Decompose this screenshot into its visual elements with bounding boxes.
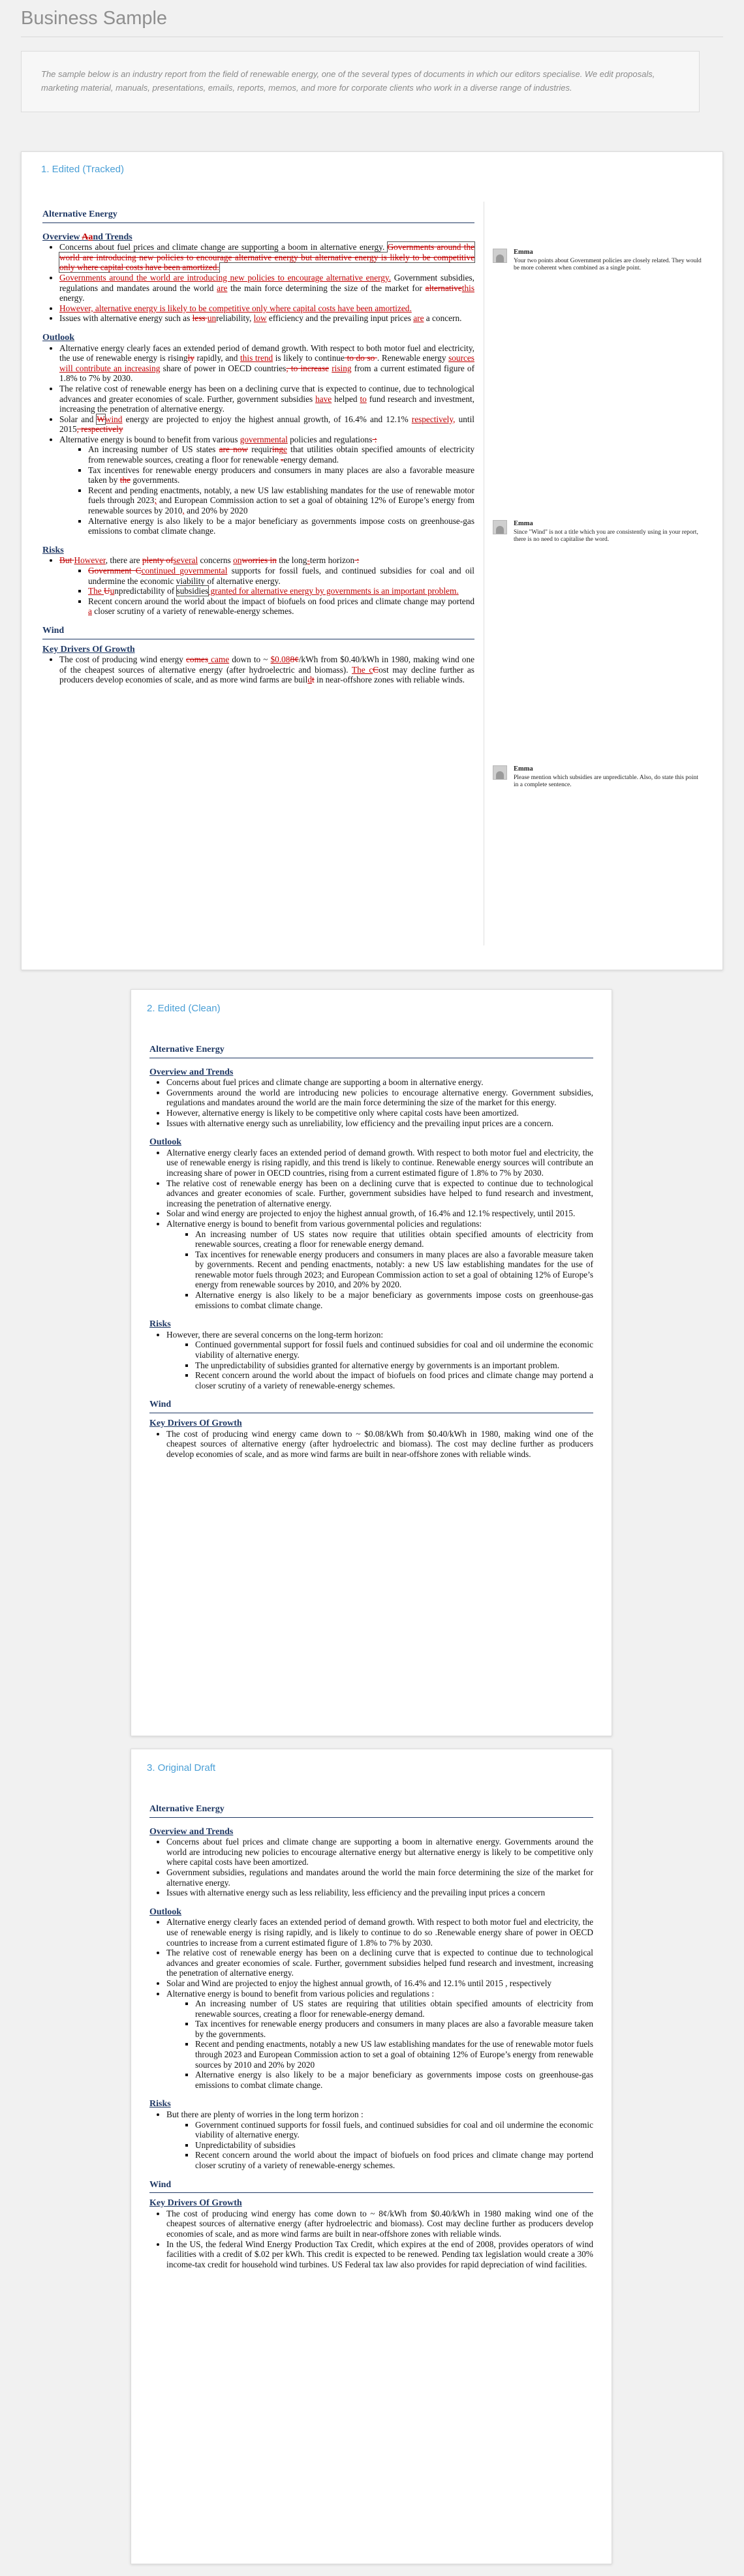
overview-list [149, 1837, 593, 1898]
list-item: ▪ Alternative energy is also likely to be a major beneficiary as governments impose costs on greenhouse-gas emissions to combat climate change. [195, 1290, 593, 1310]
insertion: The [88, 586, 104, 596]
item-text: reliability, [216, 313, 254, 324]
list-item [59, 414, 474, 435]
comment-text: Please mention which subsidies are unpredictable. Also, do state this point in a complete sentence. [514, 774, 698, 788]
heading-drivers: Key Drivers Of Growth [149, 2198, 242, 2209]
list-item [166, 1989, 593, 2091]
doc-title: Alternative Energy [42, 209, 117, 219]
doc-title: Alternative Energy [149, 1045, 225, 1054]
insertion: are [217, 283, 228, 293]
insertion: a [88, 232, 93, 242]
item-text: in near-offshore zones with reliable winds. [314, 675, 465, 685]
item-text: Alternative energy is also likely to be a major beneficiary as governments impose costs on greenhouse-gas emissions to combat climate change. [88, 515, 474, 536]
list-item [166, 1219, 593, 1310]
list-item: ▪ Tax incentives for renewable energy producers and consumers in many places are also a favorable measure taken by the governments. [195, 2019, 593, 2039]
insertion: . [456, 586, 459, 596]
intro-box [21, 51, 700, 112]
deletion: the [119, 475, 131, 485]
deletion: worries in [241, 555, 277, 566]
heading-overview: Overview and Trends [149, 1826, 234, 1837]
tracked-panel-title: 1. Edited (Tracked) [41, 164, 124, 175]
deletion: A [82, 232, 89, 242]
list-item: ▪ Unpredictability of subsidies [195, 2140, 593, 2151]
insertion: have [315, 393, 332, 404]
list-item [88, 596, 474, 617]
item-text: An increasing number of US states [88, 444, 219, 455]
list-item: • In the US, the federal Wind Energy Production Tax Credit, which expires at the end of 2008, provides operators of wind facilities with a credit of $.02 per kWh. This credit is expected to be renewed. Pending tax legislation would create a 30% income-tax credit for household wind turbines. US Federal tax law also provides for rapid depreciation of wind facilities. [166, 2239, 593, 2270]
deletion: But [59, 555, 74, 566]
deletion: C [373, 664, 379, 675]
outlook-sublist [59, 444, 474, 536]
item-text: But there are plenty of worries in the long term horizon : [166, 2109, 364, 2120]
item-text: is likely to continue [273, 353, 345, 363]
heading-wind: Wind [149, 1400, 172, 1410]
tracked-panel [21, 151, 723, 970]
list-item [88, 465, 474, 485]
item-text: /kWh from $0.40/kWh in 1980, making wind one of the cheapest sources of alternative energy (after hydroelectric and biomass). [59, 654, 475, 675]
original-panel-title: 3. Original Draft [147, 1762, 216, 1773]
deletion: alternative [425, 283, 462, 293]
heading-outlook: Outlook [149, 1907, 182, 1917]
doc-title-rule [149, 1817, 593, 1818]
list-item: • The relative cost of renewable energy has been on a declining curve that is expected to continue due to technological advances and greater economies of scale. Further, government subsidies helped fund research and investment, increasing the penetration of alternative energy. [166, 1948, 593, 1978]
user-avatar-icon [493, 765, 507, 780]
original-panel [131, 1749, 612, 2564]
item-text: from a current estimated figure of 1.8% to 7% by 2030. [59, 363, 475, 384]
intro-text: The sample below is an industry report from the field of renewable energy, one of the several types of documents in which our editors specialise. We edit proposals, marketing material, manuals, presentations, emails, reports, memos, and more for corporate clients who work in a diverse range of industries. [41, 69, 655, 93]
item-text: However, there are several concerns on the long-term horizon: [166, 1329, 384, 1340]
list-item: • The relative cost of renewable energy has been on a declining curve that is expected to continue due to technological advances and greater economies of scale. Further, government subsidies have helped to fund research and investment, increasing the penetration of alternative energy. [166, 1178, 593, 1209]
deletion: W [97, 414, 105, 424]
item-text: Solar and [59, 414, 97, 424]
list-item [166, 2109, 593, 2171]
comment-text: Since "Wind" is not a title which you are consistently using in your report, there is no need to capitalise the word. [514, 529, 698, 543]
list-item [88, 586, 474, 596]
list-item: • Issues with alternative energy such as less reliability, less efficiency and the prevailing input prices a concern [166, 1888, 593, 1898]
outlook-list [149, 1917, 593, 2090]
deletion: : [354, 555, 360, 566]
item-text: , there are [105, 555, 142, 566]
item-text: until 2015 [59, 414, 474, 435]
insertion: - [307, 555, 310, 566]
heading-wind: Wind [42, 625, 65, 636]
list-item [59, 273, 474, 303]
item-text: The cost of producing wind energy [59, 654, 187, 665]
item-text: Tax incentives for renewable energy producers and consumers in many places are also a favorable measure taken by [88, 465, 474, 485]
tracked-document [42, 209, 474, 685]
user-avatar-icon [493, 520, 507, 534]
commented-text: subsidies [176, 586, 209, 596]
insertion: The c [351, 664, 373, 675]
list-item: ▪ An increasing number of US states are requiring that utilities obtain specified amounts of electricity from renewable sources, creating a floor for renewable-energy demand. [195, 1999, 593, 2019]
clean-panel-title: 2. Edited (Clean) [147, 1003, 221, 1014]
insertion: Governments around the world are introducing new policies to encourage alternative energy. [59, 272, 392, 283]
item-text: efficiency and the prevailing input prices [266, 313, 414, 324]
overview-list [42, 242, 474, 324]
deletion: , to increase [286, 363, 330, 373]
insertion: continued [141, 566, 180, 575]
list-item [59, 384, 474, 414]
insertion: are [413, 313, 424, 324]
comment-author: Emma [514, 249, 533, 256]
item-text: energy. [59, 293, 85, 303]
deletion: - [280, 455, 284, 465]
list-item: ▪ Government continued supports for fossil fuels, and continued subsidies for coal and oil undermine the economic viability of alternative energy. [195, 2120, 593, 2140]
deletion: ing [272, 444, 283, 455]
item-text: that utilities obtain specified amounts of electricity from renewable sources, creating a floor for renewable [88, 444, 474, 465]
risks-list [149, 1330, 593, 1391]
deletion: plenty of [142, 555, 174, 566]
heading-risks: Risks [149, 2099, 171, 2109]
item-text: . Renewable energy [377, 353, 449, 363]
risks-sublist [166, 2120, 593, 2171]
item-text: Alternative energy is bound to benefit from various [59, 434, 240, 444]
insertion: respectively, [411, 414, 456, 424]
heading-risks: Risks [42, 545, 64, 555]
insertion: ; [154, 495, 157, 506]
insertion: wind [104, 414, 123, 424]
clean-document [149, 1045, 593, 1459]
list-item: ▪ Recent concern around the world about the impact of biofuels on food prices and climate change may portend closer scrutiny of a variety of renewable-energy schemes. [195, 2150, 593, 2170]
heading-wind: Wind [149, 2179, 172, 2190]
outlook-sublist [166, 1229, 593, 1311]
list-item: ▪ Recent concern around the world about the impact of biofuels on food prices and climate change may portend a closer scrutiny of a variety of renewable-energy schemes. [195, 1370, 593, 1390]
list-item [88, 516, 474, 536]
insertion: rising [332, 363, 352, 373]
insertion: $0.08 [270, 654, 290, 665]
insertion: However, alternative energy is likely to be competitive only where capital costs have been amortized. [59, 303, 412, 313]
risks-sublist [166, 1340, 593, 1390]
insertion: sources will contribute an increasing [59, 353, 474, 373]
deletion: are now [219, 444, 248, 455]
risks-list [42, 555, 474, 617]
item-text: an extended period of demand growth. With respect to both motor fuel and electricity, the use of renewable energy is rising [59, 343, 474, 363]
item-text: requir [248, 444, 272, 455]
list-item: • Concerns about fuel prices and climate change are supporting a boom in alternative energy. [166, 1077, 593, 1088]
insertion: However [74, 555, 106, 566]
deletion: Government [88, 566, 136, 575]
list-item: • Solar and wind energy are projected to enjoy the highest annual growth, of 16.4% and 12.1% respectively, until 2015. [166, 1208, 593, 1219]
list-item [59, 435, 474, 536]
insertion: d [307, 675, 312, 685]
item-text: the long [276, 555, 307, 566]
heading-overview: Overview and Trends [149, 1067, 234, 1077]
insertion: several [173, 555, 198, 566]
list-item: • The cost of producing wind energy came down to ~ $0.08/kWh from $0.40/kWh in 1980, making wind one of the cheapest sources of alternative energy (after hydroelectric and biomass). The cost may decline further as producers develop economies of scale, and as more wind farms are built in near-offshore zones with reliable winds. [166, 1429, 593, 1460]
item-text: npredictability of [114, 586, 177, 596]
item-text: rapidly, and [194, 353, 241, 363]
insertion: e [283, 444, 287, 455]
item-text: the main force determining the size of the market for [227, 283, 426, 293]
list-item [88, 444, 474, 465]
item-text: helped [332, 393, 360, 404]
comment-text: Your two points about Government policies are closely related. They would be more coherent when combined as a single point. [514, 258, 702, 271]
item-text: ost may decline further as producers develop economies of scale, and as more wind farms are buil [59, 664, 474, 685]
item-text: Recent concern around the world about the impact of biofuels on food prices and climate change may portend [88, 596, 474, 606]
item-text: down to ~ [229, 654, 271, 665]
list-item: • Concerns about fuel prices and climate change are supporting a boom in alternative energy. Governments around the world are introducing new policies to encourage alternative energy but alternative energy is likely to be competitive only where capital costs have been amortized. [166, 1837, 593, 1867]
list-item [59, 343, 474, 384]
deletion: Governments around the world are introducing new policies to encourage alternative energy but alternative energy is likely to be competitive only where capital costs have been amortized. [59, 242, 474, 273]
deletion: comes [186, 654, 209, 665]
insertion: granted for alternative energy by governments is an important problem [208, 586, 457, 596]
comment-author: Emma [514, 520, 533, 527]
list-item: • Issues with alternative energy such as unreliability, low efficiency and the prevailing input prices are a concern. [166, 1118, 593, 1129]
risks-sublist [59, 566, 474, 617]
item-text: energy are projected to enjoy the highest annual growth, of 16.4% and 12.1% [122, 414, 412, 424]
list-item [59, 242, 474, 273]
insertion: u [110, 586, 115, 596]
item-text: supports for fossil fuels, and continued subsidies for coal and oil undermine the economic viability of alternative energy. [88, 566, 474, 586]
list-item: ▪ Tax incentives for renewable energy producers and consumers in many places are also a favorable measure taken by governments. Recent and pending enactments, notably: a new US law establishing mandates for the use of renewable motor fuels through 2023; and European Commission action to set a goal of obtaining 12% of Europe’s energy from renewable sources by 2010, and 20% by 2020. [195, 1250, 593, 1290]
insertion: to [360, 393, 367, 404]
heading-overview: Overview Aand Trends [42, 232, 132, 242]
list-item [88, 566, 474, 586]
deletion: t [311, 675, 315, 685]
list-item [59, 555, 474, 617]
list-item: ▪ Recent and pending enactments, notably a new US law establishing mandates for the use of renewable motor fuels through 2023 and European Commission action to set a goal of obtaining 12% of Europe’s energy from renewable sources by 2010 and 20% by 2020 [195, 2039, 593, 2070]
item-text: concerns [198, 555, 234, 566]
deletion: less [192, 313, 208, 324]
item-text: a concern. [424, 313, 462, 324]
list-item [88, 485, 474, 516]
insertion: this [461, 283, 474, 293]
list-item: • However, alternative energy is likely to be competitive only where capital costs have been amortized. [166, 1108, 593, 1118]
heading-risks: Risks [149, 1319, 171, 1330]
list-item: • Governments around the world are introducing new policies to encourage alternative energy. Government subsidies, regulations and mandates around the world are the main force determining the size of the market for this energy. [166, 1088, 593, 1108]
item-text: and 20% by 2020 [184, 506, 248, 516]
page-title: Business Sample [21, 8, 168, 29]
outlook-list [42, 343, 474, 536]
list-item: • Government subsidies, regulations and mandates around the world the main force determining the size of the market for alternative energy. [166, 1867, 593, 1888]
list-item: • Solar and Wind are projected to enjoy the highest annual growth, of 16.4% and 12.1% until 2015 , respectively [166, 1978, 593, 1989]
item-text: Issues with alternative energy such as [59, 313, 193, 324]
list-item [166, 1330, 593, 1391]
wind-list [149, 2209, 593, 2270]
overview-list [149, 1077, 593, 1128]
list-item: ▪ The unpredictability of subsidies granted for alternative energy by governments is an important problem. [195, 1360, 593, 1371]
insertion: governmental [179, 566, 228, 575]
original-document [149, 1804, 593, 2269]
deletion: C [135, 566, 142, 575]
deletion: U [104, 586, 110, 596]
heading-outlook: Outlook [149, 1137, 182, 1148]
deletion: , respectively [76, 424, 123, 435]
item-text: energy demand. [283, 455, 339, 465]
insertion: , [182, 506, 185, 516]
doc-title: Alternative Energy [149, 1804, 225, 1814]
heading-drivers: Key Drivers Of Growth [42, 644, 135, 654]
item-text: Concerns about fuel prices and climate change are supporting a boom in alternative energy. [59, 242, 385, 253]
deletion: to do so [344, 353, 377, 363]
item-text: fund research and investment, increasing the penetration of alternative energy. [59, 393, 475, 414]
outlook-sublist [166, 1999, 593, 2090]
list-item [59, 303, 474, 314]
deletion: ly [187, 353, 194, 363]
wind-list [42, 654, 474, 685]
risks-list [149, 2109, 593, 2171]
list-item [59, 654, 474, 685]
deletion: 8¢ [290, 654, 299, 665]
heading-outlook: Outlook [42, 332, 75, 343]
item-text: Alternative energy is bound to benefit from various governmental policies and regulations: [166, 1218, 482, 1229]
list-item: • The cost of producing wind energy has come down to ~ 8¢/kWh from $0.40/kWh in 1980 making wind one of the cheapest sources of alternative energy (after hydroelectric and biomass). Cost may decline further as producers develop economies of scale, and as more wind farms are built in near-offshore zones with reliable winds. [166, 2209, 593, 2239]
list-item: ▪ An increasing number of US states now require that utilities obtain specified amounts of electricity from renewable sources, creating a floor for renewable energy demand. [195, 1229, 593, 1250]
doc-title-rule [42, 222, 474, 223]
insertion: on [233, 555, 242, 566]
item-text: Recent and pending enactments, notably, a new US law establishing mandates for the use of renewable motor fuels through 2023 [88, 485, 474, 506]
item-text: governments. [131, 475, 180, 485]
deletion: : [372, 434, 377, 444]
insertion: a [88, 606, 92, 617]
clean-panel [131, 989, 612, 1736]
item-text: policies and regulations [287, 434, 373, 444]
item-text: Alternative energy is bound to benefit from various policies and regulations : [166, 1988, 435, 1999]
item-text: Alternative energy clearly faces [59, 343, 174, 353]
wind-list [149, 1429, 593, 1460]
item-text: term horizon [309, 555, 355, 566]
user-avatar-icon [493, 249, 507, 263]
insertion: came [208, 654, 230, 665]
list-item: ▪ Alternative energy is also likely to be a major beneficiary as governments impose costs on greenhouse-gas emissions to combat climate change. [195, 2070, 593, 2090]
insertion: low [253, 313, 267, 324]
item-text: Government subsidies, regulations and mandates around the world [59, 272, 474, 293]
outlook-list [149, 1148, 593, 1311]
item-text: closer scrutiny of a variety of renewable-energy schemes. [91, 606, 294, 617]
item-text: share of power in OECD countries [160, 363, 287, 373]
insertion: un [207, 313, 217, 324]
item-text: The relative cost of renewable energy has been on a declining curve that is expected to continue, due to technological advances and greater economies of scale. Further, government subsidies [59, 383, 474, 404]
insertion: governmental [240, 434, 288, 444]
item-text: and European Commission action to set a goal of obtaining 12% of Europe’s energy from renewable sources by 2010 [88, 495, 474, 516]
list-item [59, 313, 474, 324]
wind-rule [149, 2192, 593, 2193]
comment-author: Emma [514, 765, 533, 773]
list-item: • Alternative energy clearly faces an extended period of demand growth. With respect to both motor fuel and electricity, the use of renewable energy is rising rapidly, and this trend is likely to continue. Renewable energy sources will contribute an increasing share of power in OECD countries, rising from a current estimated figure of 1.8% to 7% by 2030. [166, 1148, 593, 1178]
list-item: • Alternative energy clearly faces an extended period of demand growth. With respect to both motor fuel and electricity, the use of renewable energy is rising rapidly, and is likely to continue to do so .Renewable energy share of power in OECD countries to increase from a current estimated figure of 1.8% to 7% by 2030. [166, 1917, 593, 1948]
insertion: this trend [240, 353, 273, 363]
list-item: ▪ Continued governmental support for fossil fuels and continued subsidies for coal and oil undermine the economic viability of alternative energy. [195, 1340, 593, 1360]
heading-drivers: Key Drivers Of Growth [149, 1418, 242, 1428]
